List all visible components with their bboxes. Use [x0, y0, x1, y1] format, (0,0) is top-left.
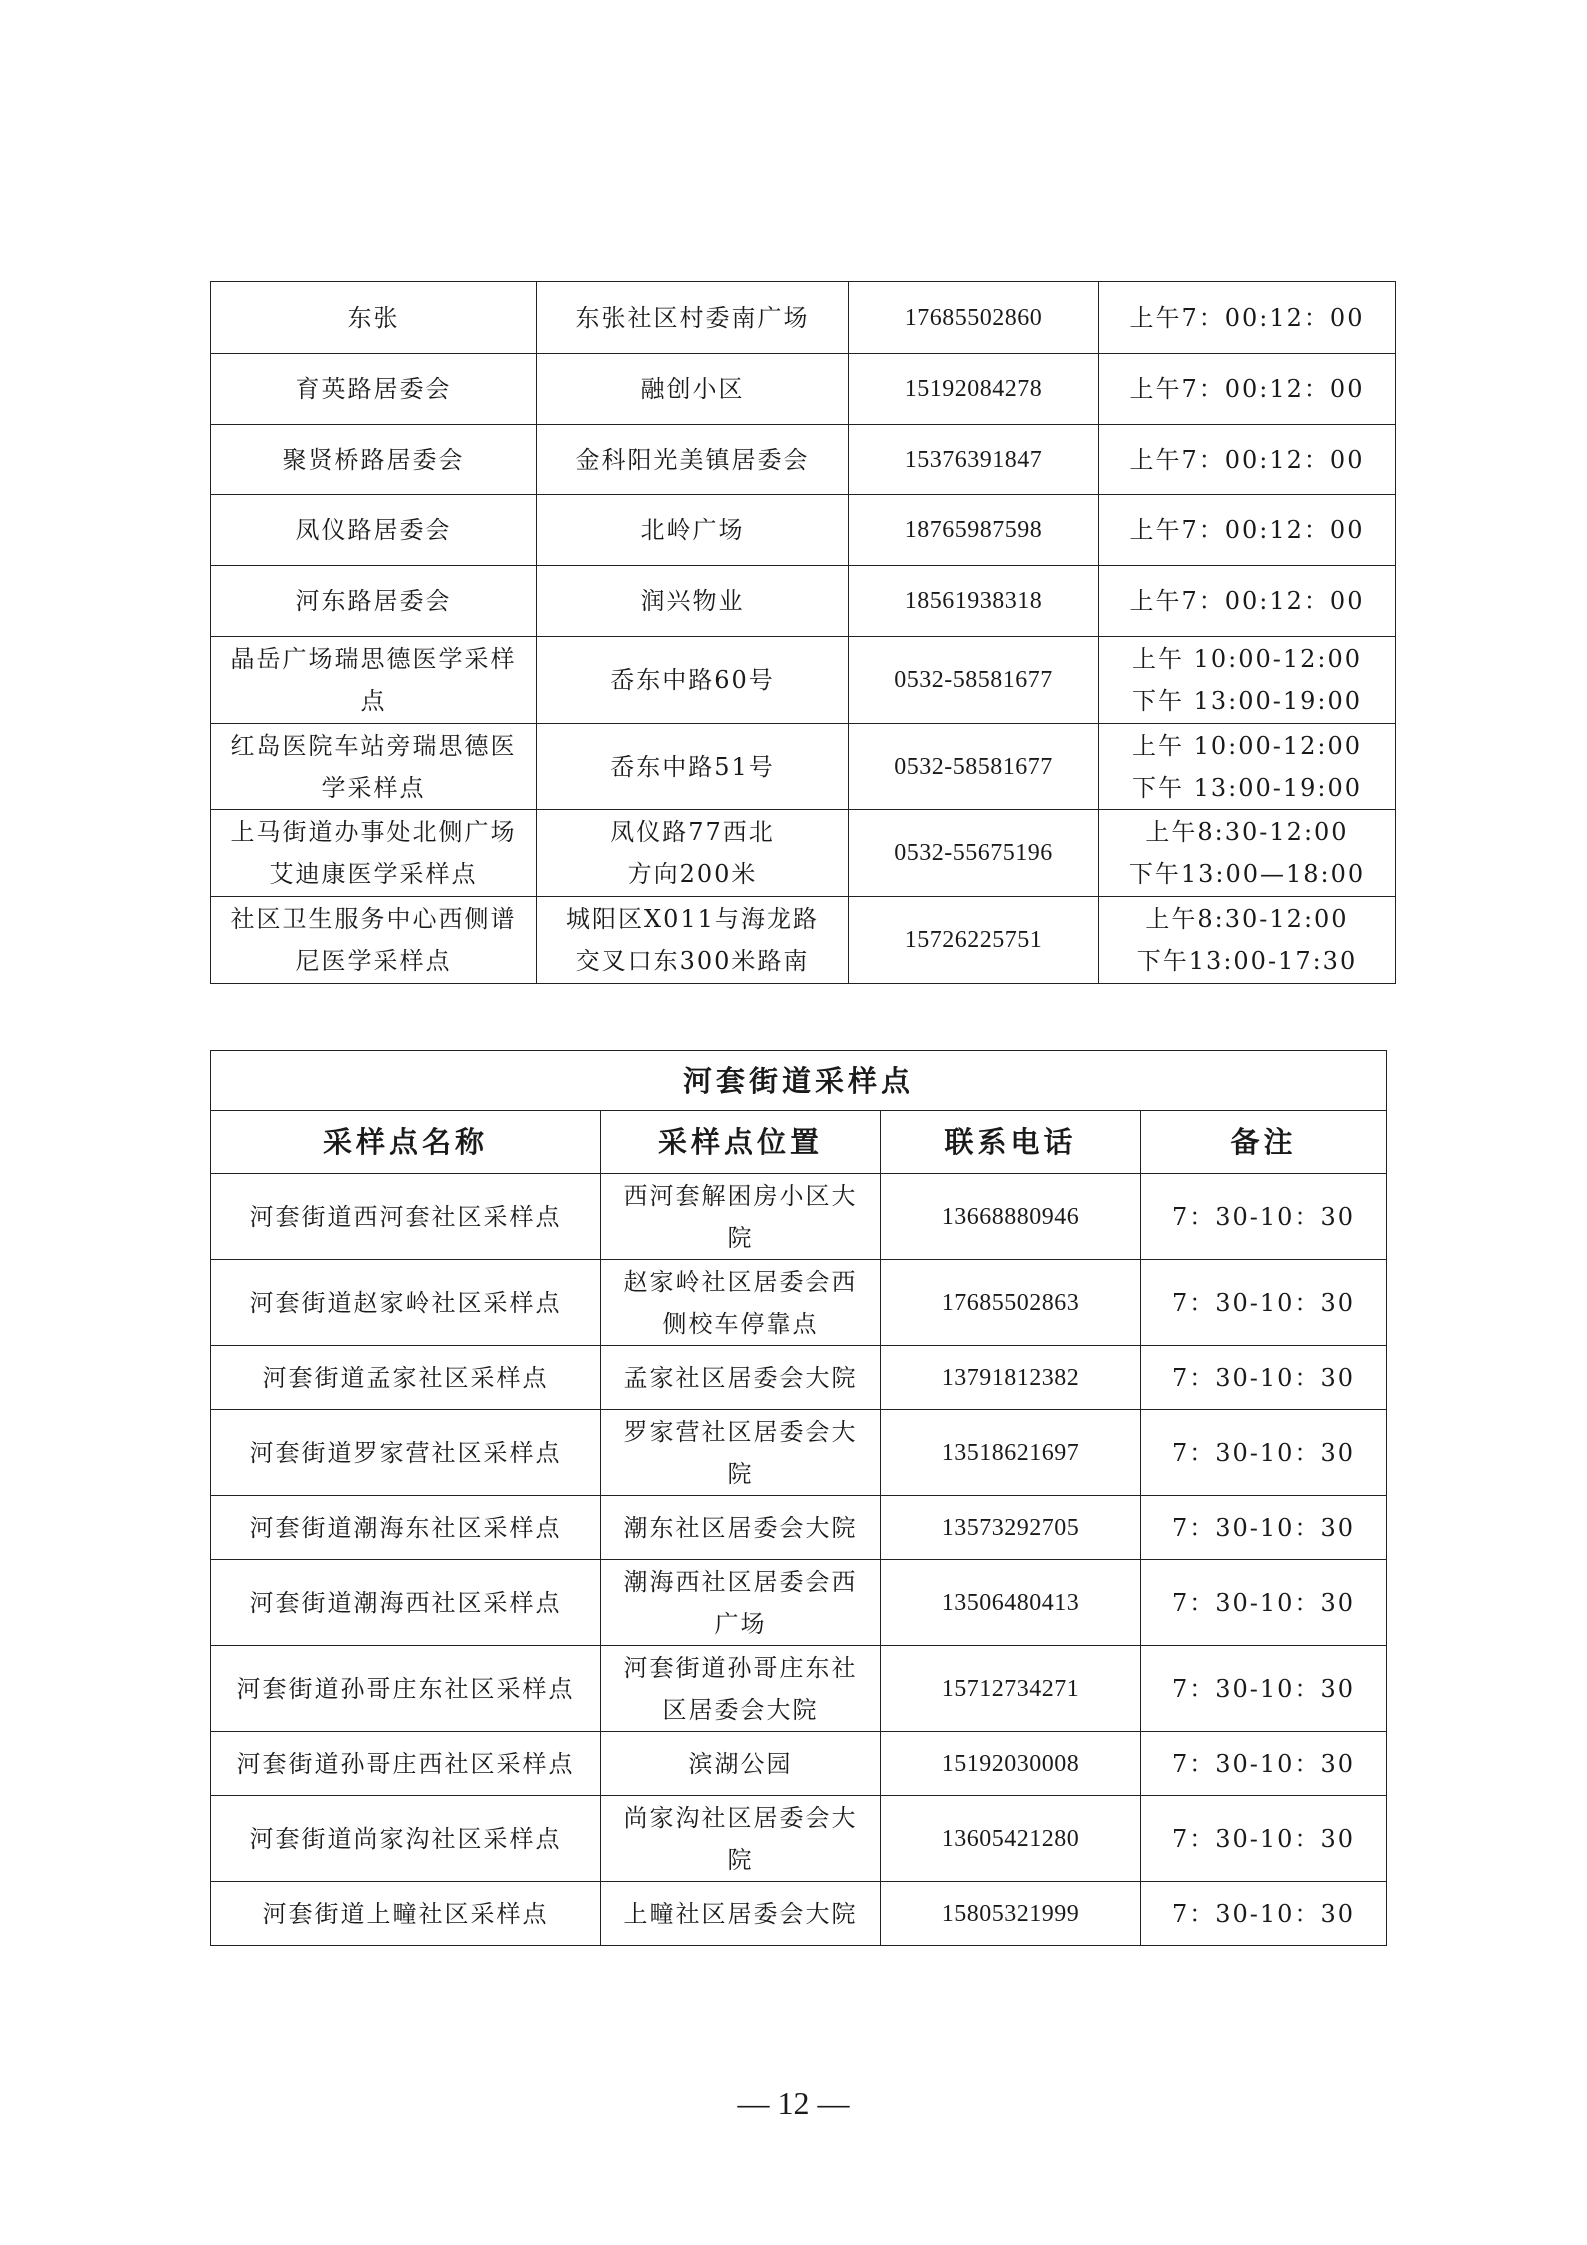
cell-line: 上午 10:00-12:00 — [1131, 645, 1363, 673]
cell-line: 育英路居委会 — [295, 375, 452, 403]
site-remark-cell: 7：30-10：30 — [1141, 1882, 1387, 1946]
site-remark-cell: 7：30-10：30 — [1141, 1260, 1387, 1346]
table-row — [211, 425, 1396, 495]
cell-line: 东张 — [347, 303, 400, 332]
site-name-cell — [211, 566, 537, 637]
cell-line: 学采样点 — [321, 773, 426, 802]
cell-line: 院 — [727, 1223, 754, 1252]
site-location-cell — [537, 282, 849, 354]
cell-line: 上午7：00:12：00 — [1129, 516, 1365, 544]
cell-line: 滨湖公园 — [688, 1749, 793, 1778]
table-row — [211, 282, 1396, 354]
site-phone-cell: 18561938318 — [849, 566, 1099, 637]
site-name-cell — [211, 810, 537, 897]
site-location-cell — [537, 897, 849, 984]
cell-line: 尼医学采样点 — [295, 947, 452, 975]
table-row — [211, 495, 1396, 566]
cell-line: 罗家营社区居委会大 — [623, 1417, 858, 1446]
site-name-cell — [211, 897, 537, 984]
cell-line: 院 — [727, 1459, 754, 1488]
cell-line: 河东路居委会 — [295, 587, 452, 615]
site-location-cell — [601, 1796, 881, 1882]
cell-line: 岙东中路60号 — [610, 666, 775, 694]
header-name: 采样点名称 — [211, 1111, 601, 1174]
cell-line: 上午7：00:12：00 — [1129, 303, 1365, 332]
site-phone-cell: 0532-55675196 — [849, 810, 1099, 897]
site-location-cell — [537, 495, 849, 566]
site-name-cell: 河套街道西河套社区采样点 — [211, 1174, 601, 1260]
table-row — [211, 724, 1396, 810]
cell-line: 尚家沟社区居委会大 — [623, 1803, 858, 1832]
cell-line: 广场 — [714, 1609, 767, 1638]
cell-line: 上午7：00:12：00 — [1129, 587, 1365, 615]
site-remark-cell: 7：30-10：30 — [1141, 1496, 1387, 1560]
cell-line: 凤仪路77西北 — [610, 818, 775, 846]
header-phone: 联系电话 — [881, 1111, 1141, 1174]
cell-line: 艾迪康医学采样点 — [269, 860, 478, 888]
site-phone-cell: 13668880946 — [881, 1174, 1141, 1260]
site-phone-cell: 15726225751 — [849, 897, 1099, 984]
site-phone-cell: 13573292705 — [881, 1496, 1141, 1560]
site-name-cell: 河套街道赵家岭社区采样点 — [211, 1260, 601, 1346]
site-location-cell — [537, 425, 849, 495]
table-title: 河套街道采样点 — [211, 1051, 1387, 1111]
header-location: 采样点位置 — [601, 1111, 881, 1174]
site-hours-cell — [1099, 566, 1396, 637]
site-name-cell — [211, 425, 537, 495]
cell-line: 下午13:00—18:00 — [1128, 860, 1366, 888]
cell-line: 孟家社区居委会大院 — [623, 1363, 858, 1392]
site-name-cell: 河套街道尚家沟社区采样点 — [211, 1796, 601, 1882]
site-hours-cell — [1099, 425, 1396, 495]
table-row — [211, 1174, 1387, 1260]
cell-line: 下午13:00-17:30 — [1136, 947, 1358, 975]
cell-line: 岙东中路51号 — [610, 752, 775, 781]
site-location-cell — [601, 1174, 881, 1260]
site-location-cell — [601, 1260, 881, 1346]
cell-line: 城阳区X011与海龙路 — [566, 905, 819, 933]
site-phone-cell: 0532-58581677 — [849, 724, 1099, 810]
site-location-cell — [601, 1346, 881, 1410]
site-name-cell: 河套街道孟家社区采样点 — [211, 1346, 601, 1410]
site-phone-cell: 13791812382 — [881, 1346, 1141, 1410]
cell-line: 聚贤桥路居委会 — [282, 445, 465, 474]
cell-line: 金科阳光美镇居委会 — [575, 445, 810, 474]
site-phone-cell: 17685502860 — [849, 282, 1099, 354]
table-row — [211, 354, 1396, 425]
table-row — [211, 566, 1396, 637]
cell-line: 赵家岭社区居委会西 — [623, 1267, 858, 1296]
site-name-cell: 河套街道罗家营社区采样点 — [211, 1410, 601, 1496]
table-row — [211, 1496, 1387, 1560]
table-row — [211, 637, 1396, 724]
site-location-cell — [537, 566, 849, 637]
site-location-cell — [601, 1646, 881, 1732]
site-remark-cell: 7：30-10：30 — [1141, 1646, 1387, 1732]
table-row — [211, 1346, 1387, 1410]
cell-line: 下午 13:00-19:00 — [1131, 773, 1363, 802]
site-phone-cell: 15376391847 — [849, 425, 1099, 495]
site-phone-cell: 15192084278 — [849, 354, 1099, 425]
cell-line: 潮东社区居委会大院 — [623, 1513, 858, 1542]
cell-line: 东张社区村委南广场 — [575, 303, 810, 332]
header-remark: 备注 — [1141, 1111, 1387, 1174]
site-hours-cell — [1099, 282, 1396, 354]
cell-line: 点 — [360, 687, 387, 715]
cell-line: 区居委会大院 — [662, 1695, 819, 1724]
cell-line: 下午 13:00-19:00 — [1131, 687, 1363, 715]
table-row — [211, 1260, 1387, 1346]
site-location-cell — [537, 724, 849, 810]
cell-line: 潮海西社区居委会西 — [623, 1567, 858, 1596]
site-name-cell — [211, 282, 537, 354]
cell-line: 上午8:30-12:00 — [1145, 905, 1349, 933]
site-phone-cell: 17685502863 — [881, 1260, 1141, 1346]
cell-line: 红岛医院车站旁瑞思德医 — [230, 731, 517, 760]
site-hours-cell — [1099, 495, 1396, 566]
site-name-cell — [211, 637, 537, 724]
site-location-cell — [601, 1496, 881, 1560]
cell-line: 上午7：00:12：00 — [1129, 375, 1365, 403]
site-remark-cell: 7：30-10：30 — [1141, 1732, 1387, 1796]
site-hours-cell — [1099, 354, 1396, 425]
cell-line: 西河套解困房小区大 — [623, 1181, 858, 1210]
table-row — [211, 1732, 1387, 1796]
site-location-cell — [537, 637, 849, 724]
site-remark-cell: 7：30-10：30 — [1141, 1560, 1387, 1646]
site-phone-cell: 13605421280 — [881, 1796, 1141, 1882]
table-row — [211, 1882, 1387, 1946]
cell-line: 融创小区 — [640, 375, 745, 403]
site-phone-cell: 15712734271 — [881, 1646, 1141, 1732]
table-row — [211, 810, 1396, 897]
cell-line: 上马街道办事处北侧广场 — [230, 818, 517, 846]
cell-line: 侧校车停靠点 — [662, 1309, 819, 1338]
site-location-cell — [601, 1560, 881, 1646]
cell-line: 上午7：00:12：00 — [1129, 445, 1365, 474]
site-name-cell: 河套街道潮海东社区采样点 — [211, 1496, 601, 1560]
cell-line: 交叉口东300米路南 — [575, 947, 810, 975]
cell-line: 上疃社区居委会大院 — [623, 1899, 858, 1928]
page-number: — 12 — — [737, 2085, 850, 2121]
site-remark-cell: 7：30-10：30 — [1141, 1796, 1387, 1882]
cell-line: 河套街道孙哥庄东社 — [623, 1653, 858, 1682]
site-hours-cell — [1099, 897, 1396, 984]
site-remark-cell: 7：30-10：30 — [1141, 1346, 1387, 1410]
cell-line: 凤仪路居委会 — [295, 516, 452, 544]
cell-line: 润兴物业 — [640, 587, 745, 615]
site-location-cell — [601, 1732, 881, 1796]
table-row — [211, 1646, 1387, 1732]
sampling-sites-table-continued — [210, 281, 1396, 984]
cell-line: 院 — [727, 1845, 754, 1874]
site-phone-cell: 18765987598 — [849, 495, 1099, 566]
table-row — [211, 897, 1396, 984]
cell-line: 社区卫生服务中心西侧谱 — [230, 905, 517, 933]
site-location-cell — [537, 354, 849, 425]
site-phone-cell: 13506480413 — [881, 1560, 1141, 1646]
table-row — [211, 1796, 1387, 1882]
site-remark-cell: 7：30-10：30 — [1141, 1410, 1387, 1496]
site-hours-cell — [1099, 810, 1396, 897]
site-name-cell — [211, 724, 537, 810]
site-location-cell — [601, 1882, 881, 1946]
table-row — [211, 1560, 1387, 1646]
site-phone-cell: 15192030008 — [881, 1732, 1141, 1796]
site-name-cell: 河套街道上疃社区采样点 — [211, 1882, 601, 1946]
hetao-street-sampling-table — [210, 1050, 1387, 1946]
site-hours-cell — [1099, 637, 1396, 724]
site-location-cell — [537, 810, 849, 897]
cell-line: 方向200米 — [627, 860, 758, 888]
site-remark-cell: 7：30-10：30 — [1141, 1174, 1387, 1260]
cell-line: 北岭广场 — [640, 516, 745, 544]
cell-line: 上午 10:00-12:00 — [1131, 731, 1363, 760]
table-row — [211, 1410, 1387, 1496]
site-name-cell: 河套街道孙哥庄东社区采样点 — [211, 1646, 601, 1732]
site-hours-cell — [1099, 724, 1396, 810]
site-location-cell — [601, 1410, 881, 1496]
site-phone-cell: 13518621697 — [881, 1410, 1141, 1496]
site-name-cell — [211, 354, 537, 425]
cell-line: 上午8:30-12:00 — [1145, 818, 1349, 846]
site-name-cell: 河套街道潮海西社区采样点 — [211, 1560, 601, 1646]
site-phone-cell: 0532-58581677 — [849, 637, 1099, 724]
site-phone-cell: 15805321999 — [881, 1882, 1141, 1946]
site-name-cell: 河套街道孙哥庄西社区采样点 — [211, 1732, 601, 1796]
site-name-cell — [211, 495, 537, 566]
cell-line: 晶岳广场瑞思德医学采样 — [230, 645, 517, 673]
